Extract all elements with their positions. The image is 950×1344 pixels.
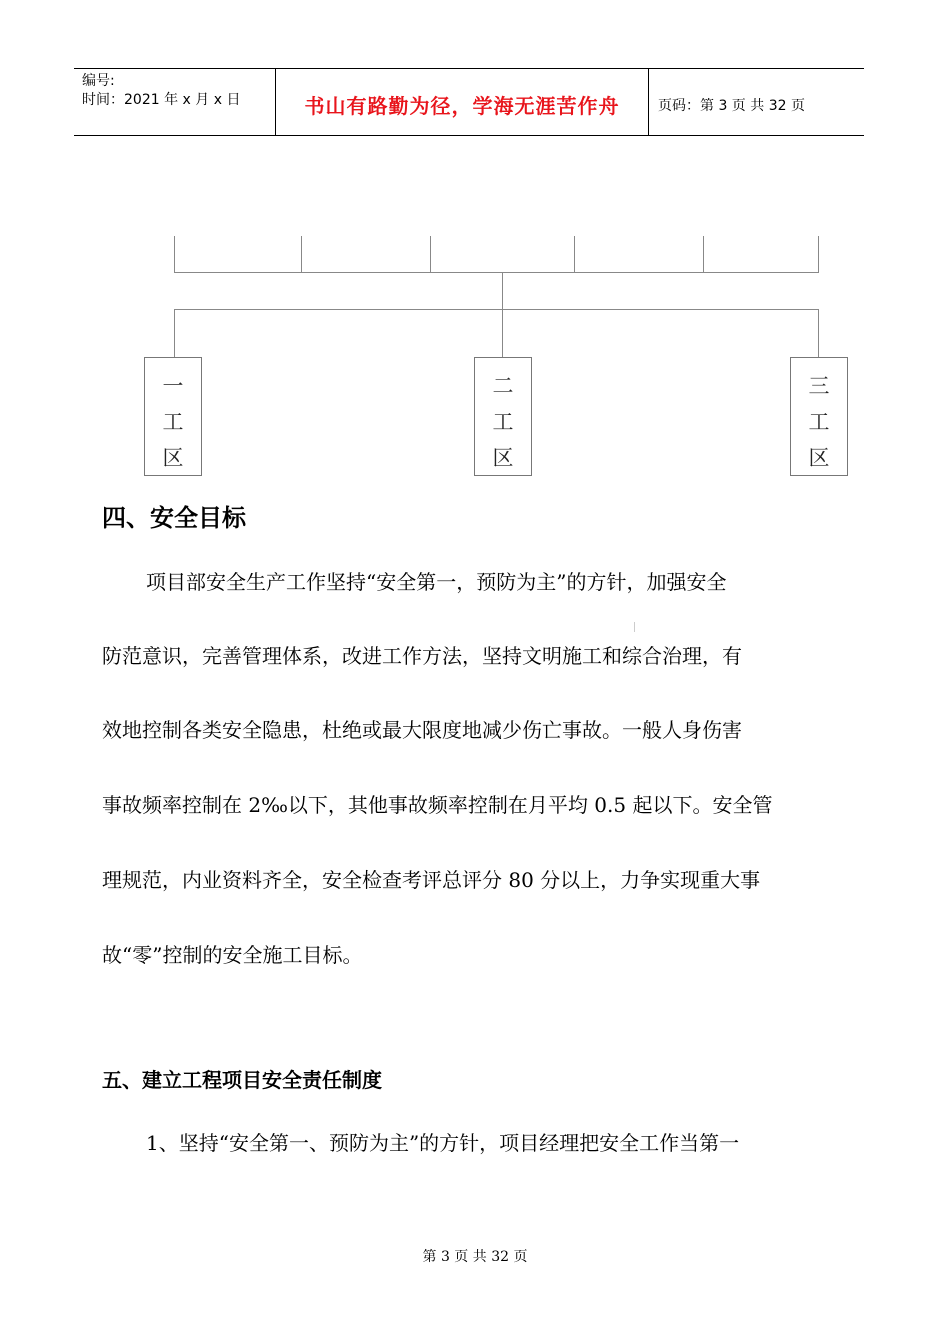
org-connector	[502, 272, 503, 357]
work-area-char: 区	[162, 446, 184, 470]
work-area-2-box	[474, 357, 532, 476]
org-connector	[574, 236, 575, 272]
org-connector	[174, 309, 175, 357]
work-area-char: 工	[162, 410, 184, 434]
paragraph-line: 理规范，内业资料齐全，安全检查考评总评分 80 分以上，力争实现重大事	[102, 868, 761, 892]
org-connector	[174, 236, 175, 272]
page-footer: 第 3 页 共 32 页	[422, 1249, 528, 1265]
work-area-char: 一	[162, 374, 184, 398]
header-meta	[82, 72, 240, 110]
work-area-char: 工	[808, 410, 830, 434]
work-area-char: 区	[492, 446, 514, 470]
paragraph-line: 效地控制各类安全隐患，杜绝或最大限度地减少伤亡事故。一般人身伤害	[102, 718, 742, 742]
org-connector	[430, 236, 431, 272]
org-connector	[818, 236, 819, 272]
document-time-label: 时间：2021 年 x 月 x 日	[82, 92, 241, 108]
paragraph-line: 1、坚持“安全第一、预防为主”的方针，项目经理把安全工作当第一	[146, 1131, 740, 1155]
paragraph-line: 事故频率控制在 2‰以下，其他事故频率控制在月平均 0.5 起以下。安全管	[102, 793, 773, 817]
work-area-3-box	[790, 357, 848, 476]
org-connector	[703, 236, 704, 272]
header-motto: 书山有路勤为径，学海无涯苦作舟	[304, 94, 620, 118]
work-area-1-box	[144, 357, 202, 476]
work-area-char: 工	[492, 410, 514, 434]
header-bottom-rule	[74, 135, 864, 136]
header-divider-right	[648, 68, 649, 136]
section-5-heading: 五、建立工程项目安全责任制度	[102, 1068, 382, 1092]
section-4-heading: 四、安全目标	[102, 504, 246, 532]
org-connector	[174, 309, 819, 310]
work-area-char: 三	[808, 374, 830, 398]
scan-artifact	[634, 622, 635, 632]
work-area-char: 二	[492, 374, 514, 398]
header-page-info: 页码：第 3 页 共 32 页	[658, 98, 805, 114]
document-number-label: 编号:	[82, 73, 115, 89]
paragraph-line: 故“零”控制的安全施工目标。	[102, 943, 363, 967]
org-connector	[174, 272, 819, 273]
paragraph-line: 项目部安全生产工作坚持“安全第一，预防为主”的方针，加强安全	[146, 570, 727, 594]
paragraph-line: 防范意识，完善管理体系，改进工作方法，坚持文明施工和综合治理，有	[102, 644, 742, 668]
org-connector	[818, 309, 819, 357]
work-area-char: 区	[808, 446, 830, 470]
header-top-rule	[74, 68, 864, 69]
org-connector	[301, 236, 302, 272]
